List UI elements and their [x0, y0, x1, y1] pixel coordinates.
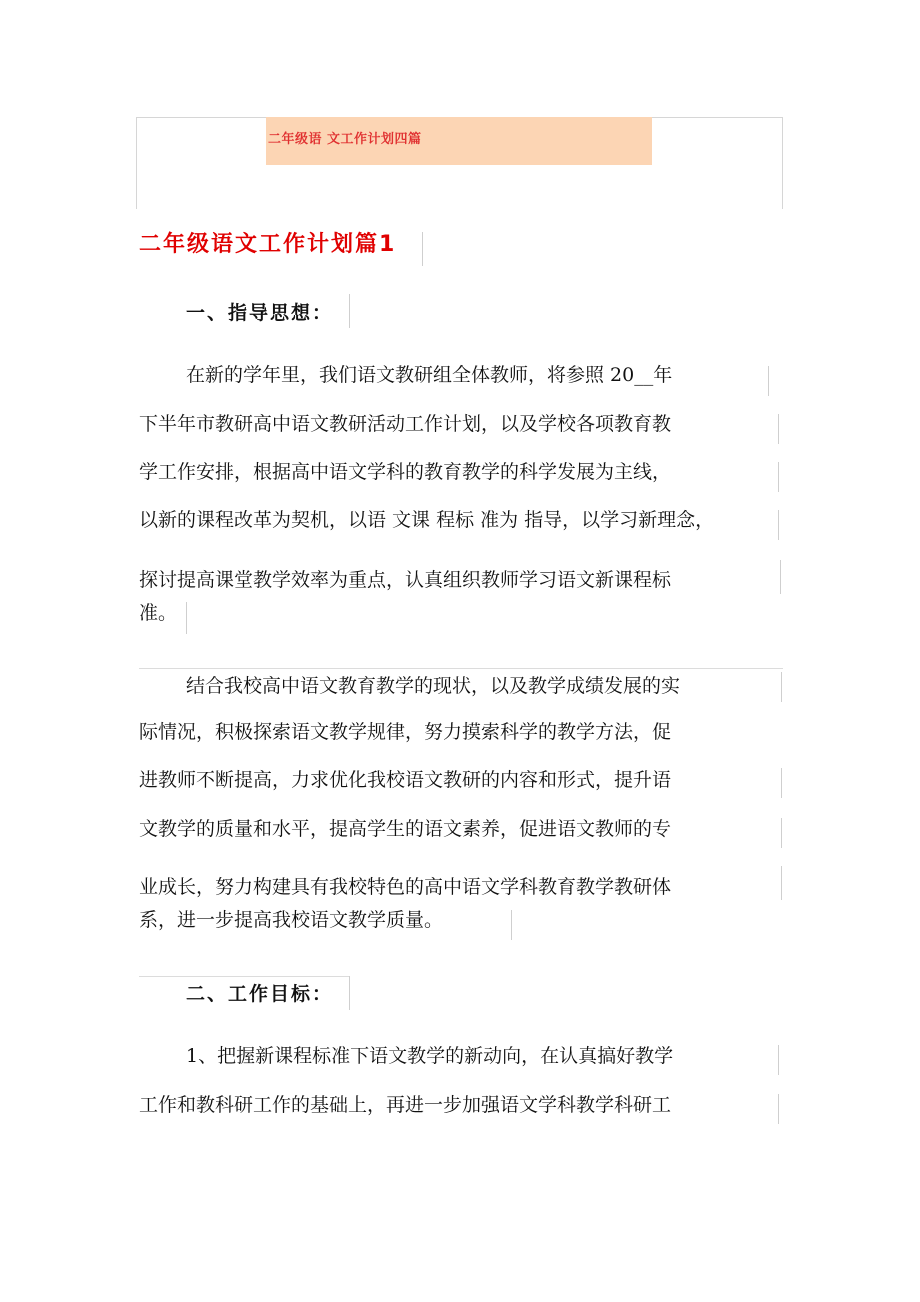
heading-margin-mark: [349, 294, 350, 328]
paragraph-line: 以新的课程改革为契机，以语 文课 程标 准为 指导，以学习新理念，: [139, 509, 715, 531]
paragraph-margin-mark: [780, 560, 781, 594]
paragraph-margin-mark: [778, 414, 779, 444]
paragraph-divider: [139, 668, 783, 669]
paragraph-margin-mark: [781, 672, 782, 702]
paragraph-margin-mark: [186, 602, 187, 634]
heading-divider: [139, 976, 349, 977]
paragraph-line: 学工作安排，根据高中语文学科的教育教学的科学发展为主线，: [139, 461, 672, 483]
paragraph-line: 探讨提高课堂教学效率为重点，认真组织教师学习语文新课程标: [139, 569, 672, 591]
paragraph-line: 1、把握新课程标准下语文教学的新动向，在认真搞好教学: [186, 1045, 674, 1067]
paragraph-margin-mark: [768, 366, 769, 396]
header-title: 二年级语 文工作计划四篇: [268, 132, 422, 147]
paragraph-margin-mark: [781, 768, 782, 798]
paragraph-margin-mark: [778, 1045, 779, 1075]
paragraph-line: 业成长，努力构建具有我校特色的高中语文学科教育教学教研体: [139, 876, 672, 898]
paragraph-line: 际情况，积极探索语文教学规律，努力摸索科学的教学方法，促: [139, 721, 672, 743]
paragraph-line: 工作和教科研工作的基础上，再进一步加强语文学科教学科研工: [139, 1094, 672, 1116]
paragraph-line: 在新的学年里，我们语文教研组全体教师，将参照 20__年: [186, 364, 673, 386]
paragraph-line: 进教师不断提高，力求优化我校语文教研的内容和形式，提升语: [139, 769, 672, 791]
paragraph-margin-mark: [778, 1094, 779, 1124]
paragraph-margin-mark: [778, 510, 779, 540]
paragraph-line: 准。: [139, 602, 178, 624]
paragraph-line: 下半年市教研高中语文教研活动工作计划，以及学校各项教育教: [139, 413, 672, 435]
paragraph-margin-mark: [778, 462, 779, 492]
paragraph-line: 文教学的质量和水平，提高学生的语文素养，促进语文教师的专: [139, 818, 672, 840]
paragraph-line: 系，进一步提高我校语文教学质量。: [139, 909, 444, 931]
title-margin-mark: [422, 232, 423, 266]
document-title: 二年级语文工作计划篇1: [139, 232, 397, 257]
heading-margin-mark: [349, 976, 350, 1010]
paragraph-margin-mark: [781, 866, 782, 900]
paragraph-line: 结合我校高中语文教育教学的现状，以及教学成绩发展的实: [186, 675, 681, 697]
paragraph-margin-mark: [781, 818, 782, 848]
section-heading-work-goals: 二、工作目标：: [186, 983, 334, 1005]
section-heading-guiding-ideology: 一、指导思想：: [186, 302, 334, 324]
paragraph-margin-mark: [511, 910, 512, 940]
